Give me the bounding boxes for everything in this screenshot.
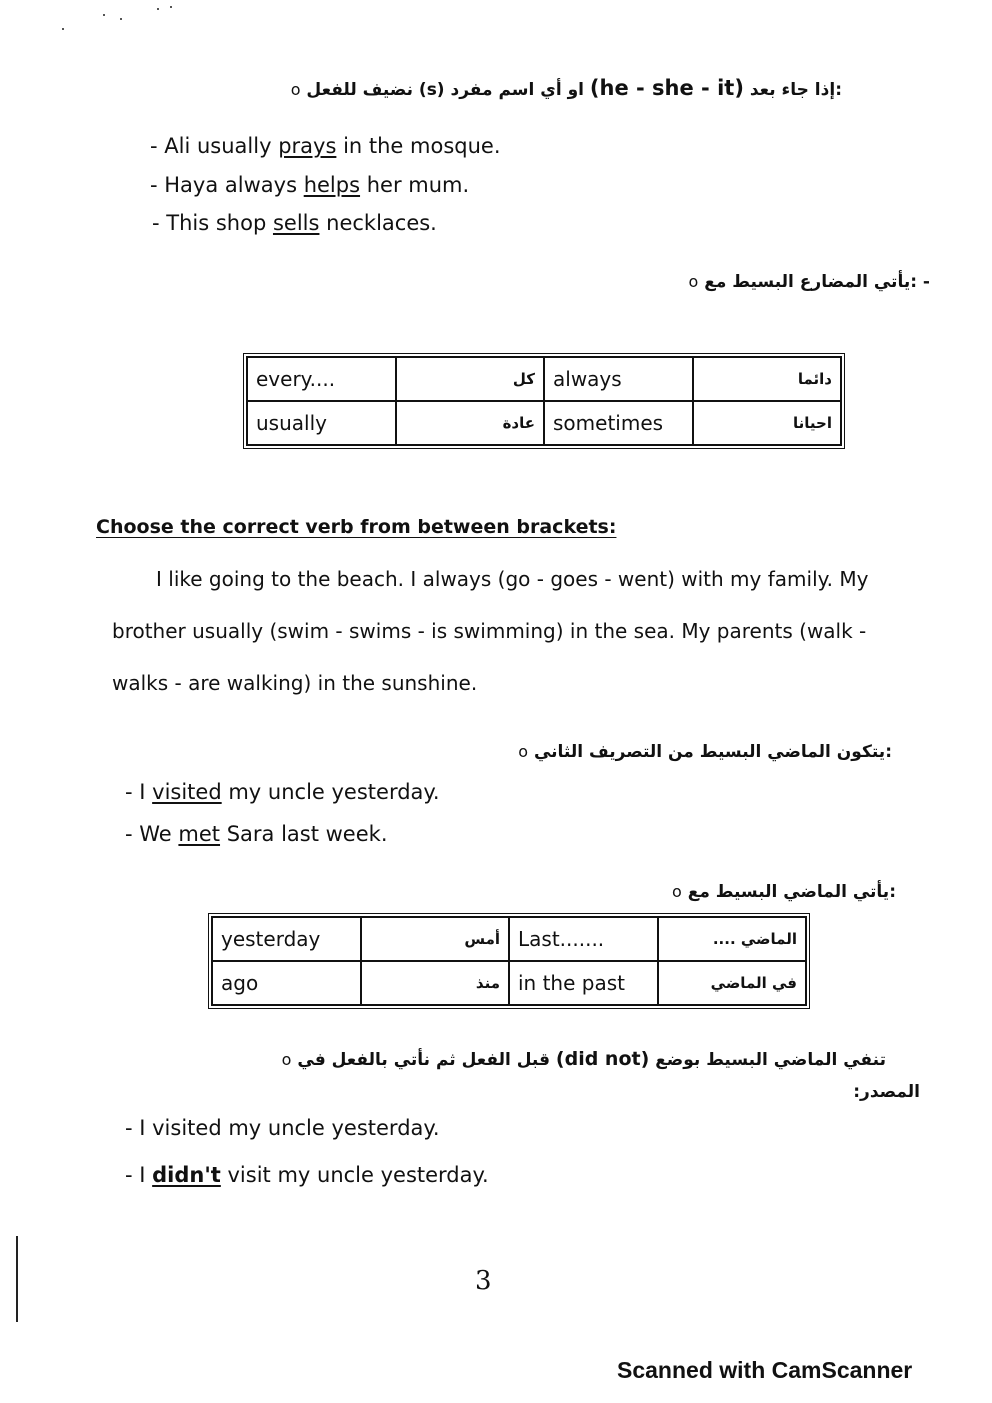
rule-past-form-text: يتكون الماضي البسيط من التصريف الثاني: [533, 742, 892, 762]
table-row [212, 961, 806, 1005]
underlined-verb: met [178, 822, 221, 846]
scan-speck [170, 6, 172, 8]
example-past-2: - We met Sara last week. [125, 822, 388, 846]
table-cell: sometimes [544, 401, 693, 445]
example-negation-1: - I visited my uncle yesterday. [125, 1116, 440, 1140]
scan-speck [157, 8, 159, 10]
rule-add-s-arabic-before: نضيف للفعل (s) إذا جاء بعد [306, 80, 836, 100]
exercise-line-1: I like going to the beach. I always (go - goes - went) with my family. My [156, 567, 869, 591]
rule-add-s-pronouns: (he - she - it) [589, 76, 744, 100]
scan-speck [62, 28, 64, 30]
bullet: o [518, 742, 529, 761]
rule-negation-line-2: المصدر: [853, 1082, 920, 1102]
table-cell: منذ [361, 961, 510, 1005]
exercise-line-3: walks - are walking) in the sunshine. [112, 671, 478, 695]
table-cell: every.... [247, 357, 396, 401]
table-cell: دائما [693, 357, 842, 401]
example-past-1: - I visited my uncle yesterday. [125, 780, 440, 804]
rule-negation-arabic-before: تنفي الماضي البسيط بوضع [655, 1050, 886, 1070]
example-present-3: - This shop sells necklaces. [152, 211, 437, 235]
rule-past-form [518, 742, 892, 762]
present-time-expressions-table [243, 353, 845, 449]
underlined-verb: visited [152, 780, 222, 804]
exercise-heading: Choose the correct verb from between brackets: [96, 516, 617, 538]
margin-line [16, 1236, 18, 1322]
rule-negation-keyword: (did not) [555, 1048, 650, 1070]
bullet: o [688, 272, 699, 291]
bullet: o [281, 1050, 292, 1069]
table-cell: yesterday [212, 917, 361, 961]
scan-speck [103, 14, 105, 16]
table-cell: in the past [509, 961, 658, 1005]
table-cell: always [544, 357, 693, 401]
table-row [247, 357, 841, 401]
example-present-2: - Haya always helps her mum. [150, 173, 470, 197]
table-cell: احيانا [693, 401, 842, 445]
underlined-verb: didn't [152, 1163, 221, 1187]
rule-add-s [291, 76, 842, 100]
table-cell: كل [396, 357, 545, 401]
underlined-verb: prays [278, 134, 337, 158]
table-row [212, 917, 806, 961]
past-time-expressions-table [208, 913, 810, 1009]
rule-add-s-arabic-after: او أي اسم مفرد: [450, 80, 842, 100]
exercise-paragraph [112, 553, 912, 709]
table-cell: usually [247, 401, 396, 445]
table-cell: Last....... [509, 917, 658, 961]
underlined-verb: sells [272, 211, 320, 235]
scan-speck [120, 18, 122, 20]
table-cell: في الماضي [658, 961, 807, 1005]
rule-past-with [672, 882, 896, 902]
underlined-verb: helps [303, 173, 361, 197]
bullet: o [672, 882, 682, 901]
bullet: o [290, 80, 301, 99]
rule-past-with-text: يأتي الماضي البسيط مع: [687, 882, 896, 902]
rule-negation-arabic-after: قبل الفعل ثم نأتي بالفعل في [297, 1050, 550, 1070]
table-cell: الماضي .... [658, 917, 807, 961]
page-number: 3 [475, 1266, 492, 1296]
rule-present-with-text: يأتي المضارع البسيط مع: - [704, 272, 930, 292]
exercise-line-2: brother usually (swim - swims - is swimming) in the sea. My parents (walk - [112, 619, 867, 643]
table-row [247, 401, 841, 445]
camscanner-watermark: Scanned with CamScanner [617, 1357, 913, 1383]
table-cell: ago [212, 961, 361, 1005]
table-cell: عادة [396, 401, 545, 445]
rule-present-with [689, 272, 930, 292]
table-cell: أمس [361, 917, 510, 961]
rule-negation [282, 1048, 886, 1070]
example-negation-2: - I didn't visit my uncle yesterday. [125, 1163, 489, 1187]
example-present-1: - Ali usually prays in the mosque. [150, 134, 501, 158]
